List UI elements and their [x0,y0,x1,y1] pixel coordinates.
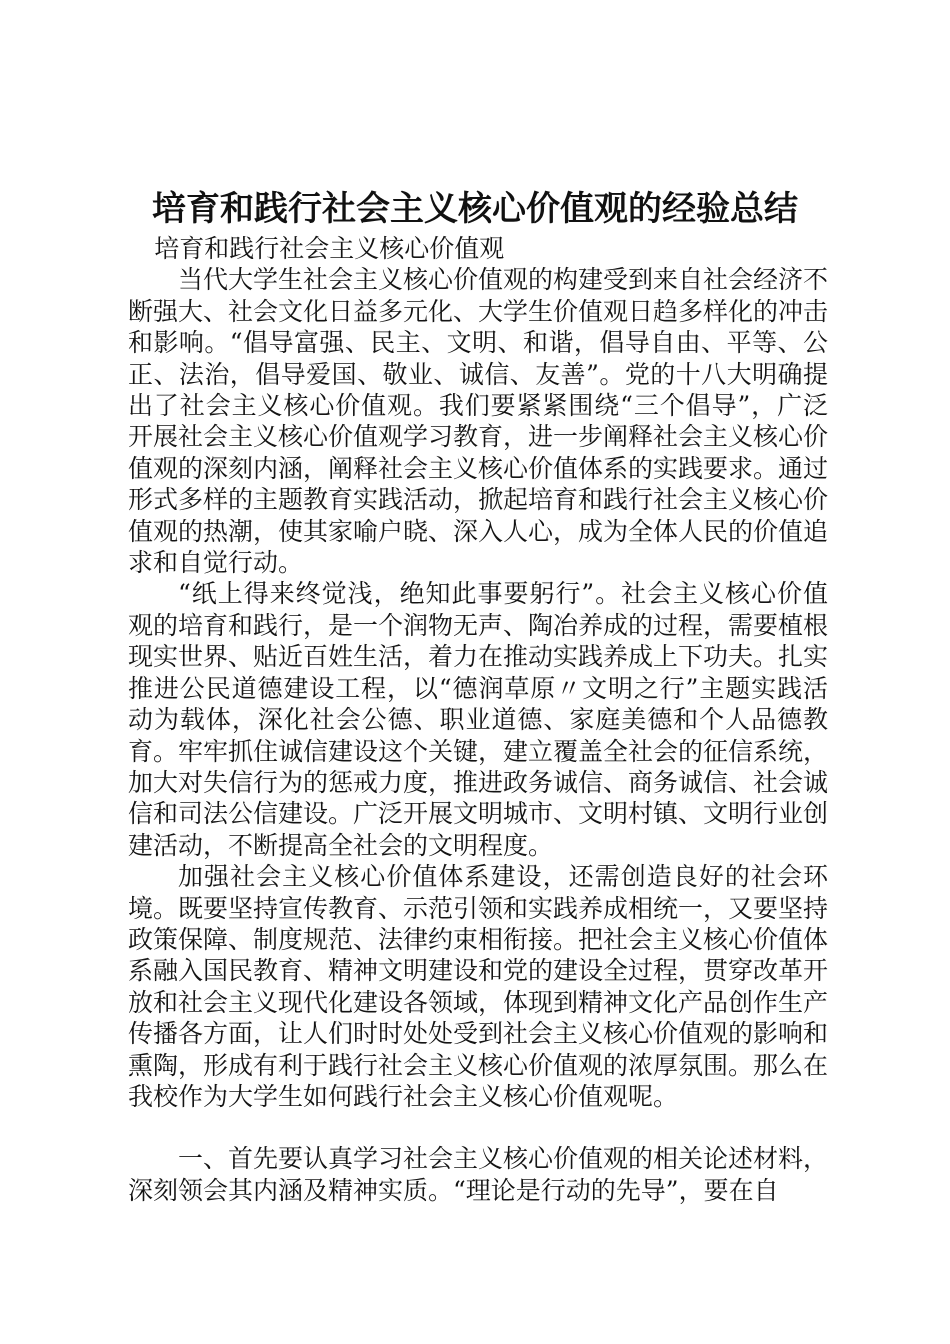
paragraph-2: “纸上得来终觉浅，绝知此事要躬行”。社会主义核心价值观的培育和践行，是一个润物无声、陶冶养成的过程，需要植根现实世界、贴近百姓生活，着力在推动实践养成上下功夫。扎实推进公民道德建设工程，以“德润草原〃文明之行”主题实践活动为载体，深化社会公德、职业道德、家庭美德和个人品德教育。牢牢抓住诚信建设这个关键，建立覆盖全社会的征信系统，加大对失信行为的惩戒力度，推进政务诚信、商务诚信、社会诚信和司法公信建设。广泛开展文明城市、文明村镇、文明行业创建活动，不断提高全社会的文明程度。 [128,579,829,860]
document-title: 培育和践行社会主义核心价值观的经验总结 [152,189,798,229]
document-subtitle: 培育和践行社会主义核心价值观 [154,234,505,263]
paragraph-4: 一、首先要认真学习社会主义核心价值观的相关论述材料，深刻领会其内涵及精神实质。“理论是行动的先导”，要在自 [128,1144,829,1205]
paragraph-1: 当代大学生社会主义核心价值观的构建受到来自社会经济不断强大、社会文化日益多元化、大学生价值观日趋多样化的冲击和影响。“倡导富强、民主、文明、和谐，倡导自由、平等、公正、法治，倡导爱国、敬业、诚信、友善”。党的十八大明确提出了社会主义核心价值观。我们要紧紧围绕“三个倡导”，广泛开展社会主义核心价值观学习教育，进一步阐释社会主义核心价值观的深刻内涵，阐释社会主义核心价值体系的实践要求。通过形式多样的主题教育实践活动，掀起培育和践行社会主义核心价值观的热潮，使其家喻户晓、深入人心，成为全体人民的价值追求和自觉行动。 [128,265,829,578]
document-body [128,233,828,1206]
paragraph-3: 加强社会主义核心价值体系建设，还需创造良好的社会环境。既要坚持宣传教育、示范引领和实践养成相统一，又要坚持政策保障、制度规范、法律约束相衔接。把社会主义核心价值体系融入国民教育、精神文明建设和党的建设全过程，贯穿改革开放和社会主义现代化建设各领域，体现到精神文化产品创作生产传播各方面，让人们时时处处受到社会主义核心价值观的影响和熏陶，形成有利于践行社会主义核心价值观的浓厚氛围。那么在我校作为大学生如何践行社会主义核心价值观呢。 [128,862,829,1111]
